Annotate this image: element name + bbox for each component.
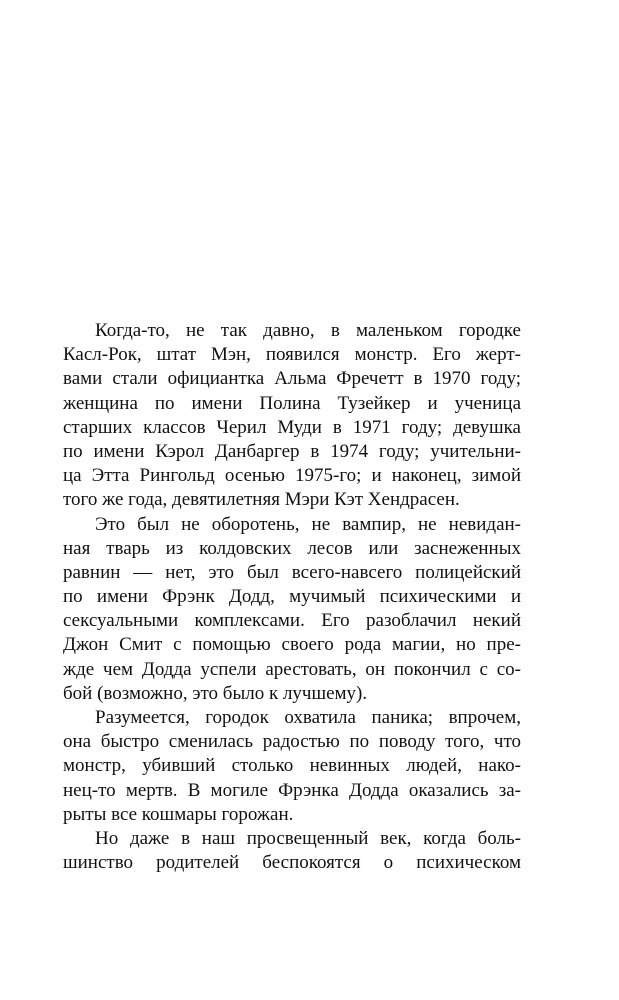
text-line: она быстро сменилась радостью по поводу того, что <box>63 731 521 753</box>
text-line: Но даже в наш просвещенный век, когда боль- <box>95 827 521 849</box>
text-line: нец-то мертв. В могиле Фрэнка Додда оказались за- <box>63 779 521 801</box>
text-line: шинство родителей беспокоятся о психическом <box>63 852 521 874</box>
text-line: ная тварь из колдовских лесов или заснеженных <box>63 537 521 559</box>
paragraph-3 <box>63 706 521 827</box>
text-line: Это был не оборотень, не вампир, не невидан- <box>95 513 521 535</box>
text-line: Джон Смит с помощью своего рода магии, но пре- <box>63 634 521 656</box>
text-line: по имени Фрэнк Додд, мучимый психическими и <box>63 586 521 608</box>
paragraph-2 <box>63 513 521 707</box>
paragraph-1 <box>63 319 521 513</box>
text-line: Касл-Рок, штат Мэн, появился монстр. Его жерт- <box>63 344 521 366</box>
text-line: рыты все кошмары горожан. <box>63 803 294 825</box>
text-line: того же года, девятилетняя Мэри Кэт Хендрасен. <box>63 489 460 511</box>
text-line: сексуальными комплексами. Его разоблачил некий <box>63 610 521 632</box>
text-line: ца Этта Рингольд осенью 1975-го; и наконец, зимой <box>63 465 521 487</box>
text-line: вами стали официантка Альма Фречетт в 1970 году; <box>63 368 521 390</box>
body-text <box>63 319 521 875</box>
text-line: Разумеется, городок охватила паника; впрочем, <box>95 707 521 728</box>
text-line: Когда-то, не так давно, в маленьком городке <box>95 320 521 341</box>
text-line: равнин — нет, это был всего-навсего полицейский <box>63 561 521 583</box>
text-line: по имени Кэрол Данбаргер в 1974 году; учительни- <box>63 440 521 462</box>
paragraph-4 <box>63 827 521 875</box>
text-line: монстр, убивший столько невинных людей, нако- <box>63 755 521 777</box>
text-line: старших классов Черил Муди в 1971 году; девушка <box>63 416 521 438</box>
text-line: бой (возможно, это было к лучшему). <box>63 682 368 704</box>
text-line: женщина по имени Полина Тузейкер и ученица <box>63 392 521 414</box>
text-line: жде чем Додда успели арестовать, он покончил с со- <box>63 658 521 680</box>
